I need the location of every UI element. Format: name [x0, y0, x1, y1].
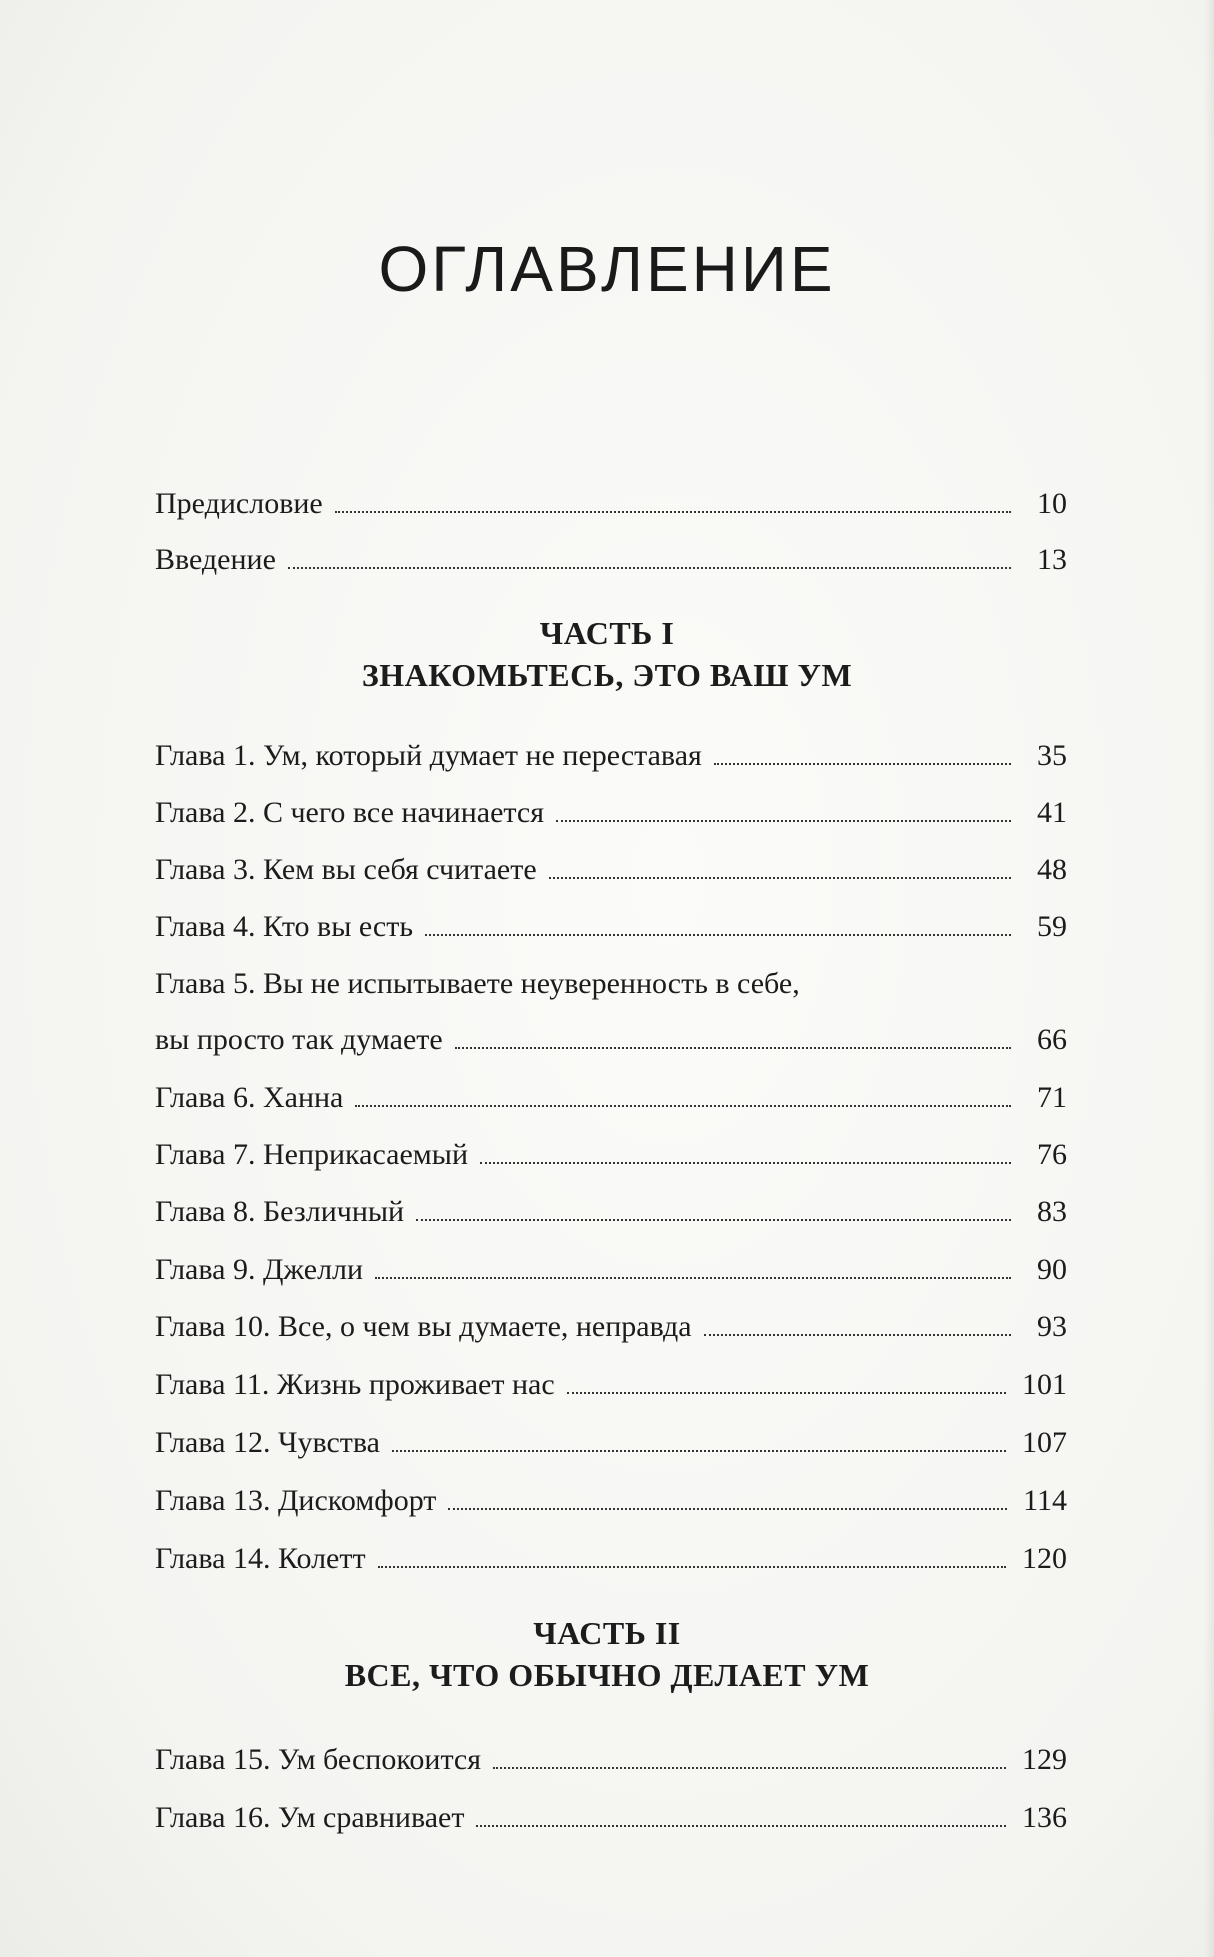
- dot-leader: [476, 1825, 1006, 1827]
- toc-entry-page: 76: [1037, 1138, 1067, 1171]
- dot-leader: [288, 567, 1011, 569]
- toc-entry-label: Глава 7. Неприкасаемый: [155, 1138, 468, 1171]
- toc-entry-label: Глава 10. Все, о чем вы думаете, неправда: [155, 1310, 692, 1343]
- toc-entry-chapter-10[interactable]: [155, 1289, 1067, 1345]
- toc-entry-label: Глава 4. Кто вы есть: [155, 910, 414, 943]
- toc-entry-chapter-8[interactable]: [155, 1174, 1067, 1230]
- dot-leader: [448, 1508, 1007, 1510]
- toc-entry-chapter-2[interactable]: [155, 775, 1067, 831]
- toc-entry-chapter-16[interactable]: [155, 1780, 1067, 1836]
- dot-leader: [567, 1392, 1006, 1394]
- toc-entry-label: Глава 6. Ханна: [155, 1081, 344, 1114]
- toc-entry-label: Глава 12. Чувства: [155, 1426, 380, 1459]
- dot-leader: [416, 1219, 1011, 1221]
- toc-entry-page: 136: [1022, 1801, 1067, 1834]
- dot-leader: [355, 1105, 1011, 1107]
- toc-entry-page: 71: [1037, 1081, 1067, 1114]
- toc-entry-page: 90: [1037, 1253, 1067, 1286]
- toc-entry-introduction[interactable]: [155, 522, 1067, 578]
- toc-entry-chapter-3[interactable]: [155, 832, 1067, 888]
- toc-entry-page: 93: [1037, 1310, 1067, 1343]
- part-1-heading: [0, 612, 1214, 696]
- toc-entry-page: 41: [1037, 796, 1067, 829]
- dot-leader: [556, 820, 1011, 822]
- dot-leader: [425, 934, 1011, 936]
- toc-entry-label: Глава 15. Ум беспокоится: [155, 1743, 482, 1776]
- toc-entry-chapter-4[interactable]: [155, 889, 1067, 945]
- toc-entry-chapter-1[interactable]: [155, 718, 1067, 774]
- toc-entry-page: 101: [1022, 1368, 1067, 1401]
- toc-entry-label: Глава 14. Колетт: [155, 1542, 366, 1575]
- toc-entry-page: 120: [1022, 1542, 1067, 1575]
- dot-leader: [549, 877, 1011, 879]
- toc-entry-chapter-12[interactable]: [155, 1405, 1067, 1461]
- toc-entry-page: 129: [1022, 1743, 1067, 1776]
- toc-entry-label: Предисловие: [155, 487, 323, 520]
- toc-entry-label: Глава 1. Ум, который думает не переставая: [155, 739, 702, 772]
- dot-leader: [480, 1162, 1011, 1164]
- toc-entry-page: 114: [1023, 1484, 1067, 1517]
- toc-entry-chapter-9[interactable]: [155, 1232, 1067, 1288]
- part-1-subtitle: ЗНАКОМЬТЕСЬ, ЭТО ВАШ УМ: [361, 657, 853, 693]
- dot-leader: [378, 1566, 1006, 1568]
- toc-entry-label: Глава 3. Кем вы себя считаете: [155, 853, 537, 886]
- toc-entry-page: 48: [1037, 853, 1067, 886]
- dot-leader: [375, 1277, 1011, 1279]
- toc-entry-chapter-15[interactable]: [155, 1722, 1067, 1778]
- part-1-label: ЧАСТЬ I: [539, 615, 675, 651]
- toc-entry-page: 59: [1037, 910, 1067, 943]
- dot-leader: [392, 1450, 1006, 1452]
- toc-entry-chapter-7[interactable]: [155, 1117, 1067, 1173]
- toc-entry-page: 10: [1037, 487, 1067, 520]
- toc-entry-chapter-5-line-1[interactable]: [155, 946, 1067, 1002]
- toc-entry-label: Глава 16. Ум сравнивает: [155, 1801, 465, 1834]
- part-2-heading: [0, 1612, 1214, 1696]
- part-2-label: ЧАСТЬ II: [533, 1615, 681, 1651]
- dot-leader: [704, 1334, 1011, 1336]
- toc-entry-page: 13: [1037, 543, 1067, 576]
- dot-leader: [493, 1767, 1006, 1769]
- toc-entry-chapter-13[interactable]: [155, 1463, 1067, 1519]
- toc-entry-label: вы просто так думаете: [155, 1023, 443, 1056]
- toc-entry-label: Введение: [155, 543, 276, 576]
- toc-entry-page: 66: [1037, 1023, 1067, 1056]
- toc-entry-page: 107: [1022, 1426, 1067, 1459]
- part-2-subtitle: ВСЕ, ЧТО ОБЫЧНО ДЕЛАЕТ УМ: [344, 1657, 870, 1693]
- toc-entry-label: Глава 2. С чего все начинается: [155, 796, 545, 829]
- toc-entry-chapter-14[interactable]: [155, 1521, 1067, 1577]
- toc-entry-page: 83: [1037, 1195, 1067, 1228]
- toc-entry-label: Глава 13. Дискомфорт: [155, 1484, 437, 1517]
- dot-leader: [335, 511, 1011, 513]
- dot-leader: [455, 1047, 1011, 1049]
- toc-entry-chapter-11[interactable]: [155, 1347, 1067, 1403]
- toc-entry-label: Глава 5. Вы не испытываете неуверенность в себе,: [155, 967, 800, 1000]
- toc-entry-page: 35: [1037, 739, 1067, 772]
- toc-entry-chapter-6[interactable]: [155, 1060, 1067, 1116]
- toc-entry-label: Глава 11. Жизнь проживает нас: [155, 1368, 555, 1401]
- toc-entry-preface[interactable]: [155, 466, 1067, 522]
- dot-leader: [714, 763, 1011, 765]
- toc-entry-label: Глава 9. Джелли: [155, 1253, 364, 1286]
- page-title: ОГЛАВЛЕНИЕ: [378, 233, 836, 305]
- toc-entry-label: Глава 8. Безличный: [155, 1195, 405, 1228]
- toc-entry-chapter-5-line-2[interactable]: [155, 1002, 1067, 1058]
